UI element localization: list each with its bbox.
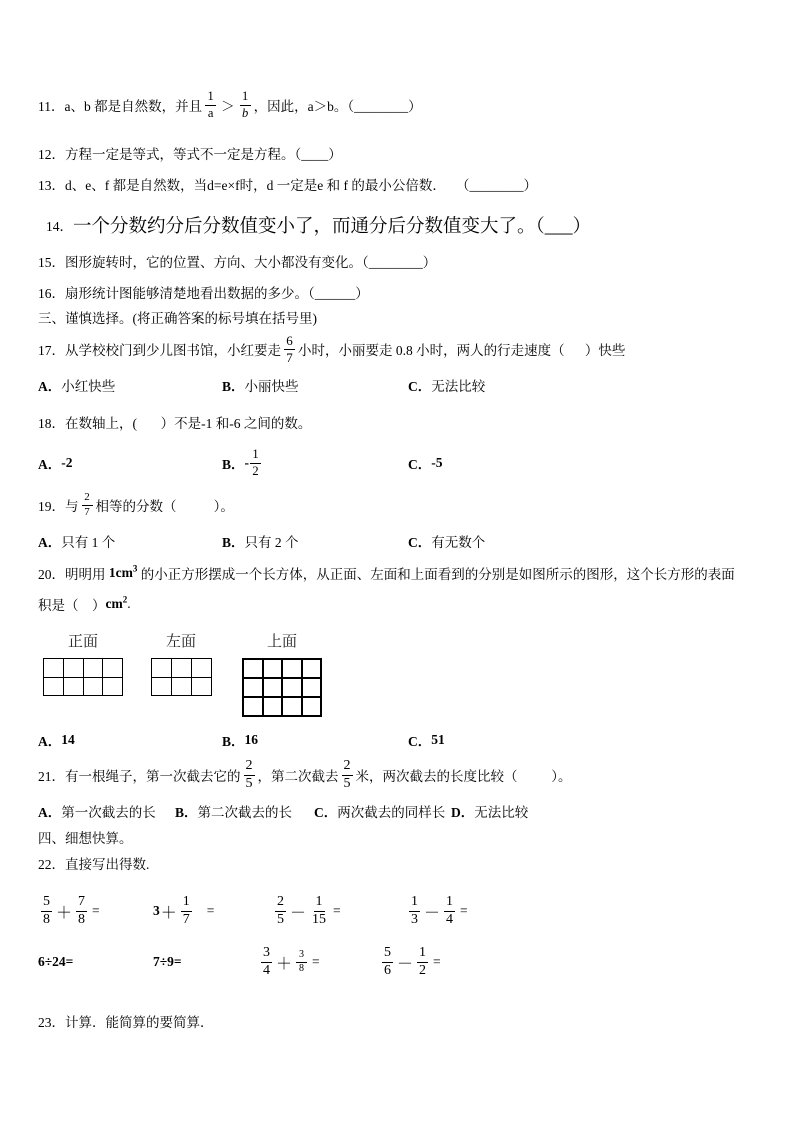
grid-cell — [303, 679, 323, 698]
left-view-grid — [151, 658, 212, 696]
calc-item-8 — [379, 942, 441, 982]
option-text: 无法比较 — [431, 379, 486, 394]
unit-exponent: 3 — [132, 563, 138, 574]
question-text: ，第二次截去 — [257, 769, 339, 784]
grid-cell — [152, 659, 172, 678]
question-23 — [38, 1004, 214, 1038]
numerator: 1 — [314, 895, 325, 912]
grid-cell — [64, 678, 84, 697]
grid-cell — [283, 698, 303, 717]
denominator: 15 — [312, 911, 327, 927]
question-14 — [46, 208, 591, 242]
question-15 — [38, 244, 436, 278]
question-text: 与 — [65, 499, 79, 514]
denominator: b — [242, 105, 249, 120]
question-text: 从学校校门到少儿图书馆，小红要走 — [65, 343, 281, 358]
option-text: 第一次截去的长 — [61, 805, 156, 820]
option-c — [408, 446, 443, 480]
grid-cell — [44, 659, 64, 678]
grid-cell — [192, 659, 212, 678]
section-3-heading — [38, 300, 317, 334]
option-label: A． — [38, 535, 62, 550]
equals-sign: = — [460, 903, 468, 918]
numerator: 1 — [181, 895, 192, 912]
fraction — [41, 895, 52, 927]
grid-cell — [64, 659, 84, 678]
grid-cell — [283, 660, 303, 679]
option-c — [408, 723, 445, 757]
grid-cell — [84, 659, 104, 678]
option-label: A． — [38, 379, 62, 394]
section-title: 三、谨慎选择。(将正确答案的标号填在括号里) — [38, 311, 317, 326]
numerator: 5 — [41, 895, 52, 912]
question-21 — [38, 758, 572, 792]
grid-cell — [192, 678, 212, 697]
denominator: 8 — [43, 911, 50, 927]
option-label: B． — [222, 535, 245, 550]
question-20-options — [0, 723, 794, 757]
option-text: 14 — [61, 732, 75, 747]
option-label: B． — [222, 734, 245, 749]
option-label: C． — [314, 805, 338, 820]
fraction — [261, 946, 272, 978]
question-number: 16． — [38, 286, 65, 301]
option-label: A． — [38, 734, 62, 749]
grid-cell — [44, 678, 64, 697]
denominator: 8 — [299, 962, 305, 974]
fraction — [244, 759, 255, 791]
grid-cell — [103, 678, 123, 697]
question-text: 直接写出得数. — [65, 857, 150, 872]
grid-cell — [264, 679, 284, 698]
option-c — [314, 794, 445, 828]
option-c — [408, 368, 485, 402]
top-view-grid — [242, 658, 322, 717]
option-label: A． — [38, 805, 62, 820]
option-text: 16 — [244, 732, 259, 747]
numerator: 1 — [205, 90, 216, 105]
question-text: . — [127, 596, 131, 611]
calc-item-4 — [406, 891, 468, 931]
equals-sign: = — [433, 954, 441, 969]
option-text: -2 — [61, 455, 73, 470]
numerator: 2 — [244, 759, 255, 776]
unit-cubic-cm — [109, 565, 138, 581]
fraction — [444, 895, 455, 927]
option-label: B． — [175, 805, 198, 820]
numerator: 1 — [444, 895, 455, 912]
question-18-options — [0, 446, 794, 480]
question-text: 积是（ ） — [38, 598, 106, 613]
grid-cell — [244, 660, 264, 679]
numerator: 3 — [296, 950, 307, 963]
question-12 — [38, 136, 342, 170]
question-text: 方程一定是等式，等式不一定是方程。（____） — [65, 147, 342, 162]
option-text: 无法比较 — [474, 805, 529, 820]
question-text: 小时，小丽要走 0.8 小时，两人的行走速度（ ）快些 — [298, 343, 626, 358]
option-a — [38, 524, 115, 558]
numerator: 3 — [261, 946, 272, 963]
question-number: 20． — [38, 567, 65, 582]
fraction — [275, 895, 286, 927]
unit-square-cm — [105, 594, 131, 612]
calc-item-3 — [272, 891, 341, 931]
option-text: - — [244, 455, 250, 470]
grid-cell — [303, 660, 323, 679]
numerator: 1 — [250, 448, 261, 463]
minus-sign: － — [290, 904, 307, 922]
denominator: 5 — [245, 775, 253, 791]
front-view-label: 正面 — [67, 632, 98, 650]
question-17-options — [0, 368, 794, 402]
option-label: C． — [408, 379, 432, 394]
question-number: 15． — [38, 255, 65, 270]
option-label: C． — [408, 457, 432, 472]
section-title: 四、细想快算。 — [38, 831, 133, 846]
denominator: a — [207, 105, 214, 120]
fraction — [76, 895, 87, 927]
grid-cell — [264, 660, 284, 679]
question-20-continued — [38, 587, 131, 621]
denominator: 7 — [182, 911, 190, 927]
option-text: 51 — [431, 732, 445, 747]
minus-sign: － — [397, 955, 414, 973]
top-view-label: 上面 — [266, 632, 297, 650]
expression: 7÷9= — [153, 954, 182, 969]
grid-cell — [103, 659, 123, 678]
question-text: ，因此，a＞b。（________） — [253, 99, 422, 114]
fraction — [310, 895, 328, 927]
equals-sign: = — [312, 954, 320, 969]
question-number: 23． — [38, 1015, 65, 1030]
grid-cell — [172, 678, 192, 697]
grid-cell — [264, 698, 284, 717]
question-text: 的小正方形摆成一个长方体，从正面、左面和上面看到的分别是如图所示的图形，这个长方形的表面 — [137, 567, 735, 582]
option-label: C． — [408, 734, 432, 749]
operand: 3 — [153, 903, 160, 918]
grid-cell — [244, 698, 264, 717]
denominator: 5 — [343, 775, 351, 791]
option-text: 两次截去的同样长 — [337, 805, 446, 820]
question-number: 17． — [38, 343, 65, 358]
minus-sign: － — [424, 904, 441, 922]
denominator: 7 — [84, 505, 90, 518]
question-number: 18． — [38, 416, 65, 431]
question-19 — [38, 488, 234, 522]
question-text: 有一根绳子，第一次截去它的 — [65, 769, 241, 784]
option-a — [38, 723, 75, 757]
question-number: 13． — [38, 178, 65, 193]
denominator: 2 — [419, 962, 427, 978]
equals-sign: = — [92, 903, 100, 918]
question-text: 图形旋转时，它的位置、方向、大小都没有变化。（________） — [65, 255, 437, 270]
option-label: B． — [222, 379, 245, 394]
unit-text: cm — [105, 596, 123, 611]
question-18 — [38, 405, 311, 439]
question-13 — [38, 167, 537, 201]
calc-item-1 — [38, 891, 100, 931]
denominator: 8 — [78, 911, 86, 927]
question-number: 12． — [38, 147, 65, 162]
option-text: 只有 1 个 — [61, 535, 116, 550]
option-text: 有无数个 — [431, 535, 486, 550]
question-text: 明明用 — [65, 567, 109, 582]
numerator: 5 — [382, 946, 393, 963]
option-a — [38, 446, 73, 480]
numerator: 1 — [409, 895, 420, 912]
option-b — [222, 524, 299, 558]
fraction — [181, 895, 192, 927]
question-text: 扇形统计图能够清楚地看出数据的多少。（______） — [65, 286, 369, 301]
fraction — [296, 950, 307, 974]
fraction — [409, 895, 420, 927]
grid-cell — [84, 678, 104, 697]
option-b — [222, 446, 264, 480]
option-text: 只有 2 个 — [244, 535, 299, 550]
denominator: 3 — [411, 911, 418, 927]
fraction — [284, 334, 295, 364]
option-label: A． — [38, 457, 62, 472]
question-17 — [38, 332, 625, 366]
front-view-grid — [43, 658, 123, 696]
equals-sign: = — [333, 903, 341, 918]
plus-sign: ＋ — [56, 904, 73, 922]
fraction — [240, 90, 251, 119]
option-label: B． — [222, 457, 245, 472]
denominator: 4 — [263, 962, 270, 978]
question-text: 米，两次截去的长度比较（ ）。 — [355, 769, 572, 784]
numerator: 7 — [76, 895, 87, 912]
grid-cell — [303, 698, 323, 717]
fraction — [205, 90, 216, 119]
fraction — [342, 759, 353, 791]
denominator: 2 — [252, 463, 259, 478]
denominator: 7 — [286, 349, 293, 365]
expression: 6÷24= — [38, 954, 74, 969]
question-number: 14． — [46, 219, 73, 234]
option-b — [222, 723, 258, 757]
question-number: 22． — [38, 857, 65, 872]
question-22 — [38, 846, 149, 880]
fraction — [250, 448, 261, 477]
numerator: 2 — [82, 492, 93, 506]
question-20 — [38, 556, 735, 590]
question-text: a、b 都是自然数，并且 — [64, 99, 203, 114]
question-text: 相等的分数（ ）。 — [95, 499, 234, 514]
question-text: 计算．能简算的要简算． — [65, 1015, 214, 1030]
denominator: 6 — [384, 962, 391, 978]
question-number: 21． — [38, 769, 65, 784]
unit-text: 1cm — [108, 565, 133, 580]
calc-item-2 — [153, 891, 214, 931]
calc-item-6 — [153, 942, 182, 982]
option-text: 小红快些 — [61, 379, 116, 394]
fraction — [382, 946, 393, 978]
denominator: 5 — [277, 911, 284, 927]
plus-sign: ＋ — [160, 904, 177, 922]
question-number: 19． — [38, 499, 65, 514]
numerator: 2 — [342, 759, 353, 776]
numerator: 2 — [275, 895, 286, 912]
numerator: 1 — [240, 90, 251, 105]
option-text: 第二次截去的长 — [197, 805, 293, 820]
question-text: d、e、f 都是自然数，当d=e×f时，d 一定是e 和 f 的最小公倍数． （________） — [65, 178, 537, 193]
option-label: D． — [451, 805, 475, 820]
greater-than-sign: ＞ — [221, 99, 235, 114]
fraction — [82, 492, 93, 518]
question-text: 在数轴上，( ）不是-1 和-6 之间的数。 — [65, 416, 312, 431]
option-c — [408, 524, 485, 558]
option-text: 小丽快些 — [244, 379, 299, 394]
fraction — [417, 946, 428, 978]
question-19-options — [0, 524, 794, 558]
equals-sign: = — [206, 903, 215, 918]
left-view-label: 左面 — [165, 632, 196, 650]
grid-cell — [172, 659, 192, 678]
grid-cell — [244, 679, 264, 698]
option-label: C． — [408, 535, 432, 550]
option-b — [222, 368, 299, 402]
unit-exponent: 2 — [122, 594, 128, 605]
denominator: 4 — [446, 911, 454, 927]
option-text: -5 — [431, 455, 443, 470]
question-number: 11． — [38, 99, 65, 114]
option-a — [38, 368, 115, 402]
plus-sign: ＋ — [276, 955, 293, 973]
question-11 — [38, 88, 422, 122]
option-d — [451, 794, 528, 828]
calc-item-7 — [258, 942, 320, 982]
option-b — [175, 794, 292, 828]
grid-cell — [283, 679, 303, 698]
calc-item-5 — [38, 942, 73, 982]
numerator: 6 — [284, 334, 295, 350]
question-text: 一个分数约分后分数值变小了，而通分后分数值变大了。（___） — [73, 217, 592, 237]
numerator: 1 — [417, 946, 428, 963]
grid-cell — [152, 678, 172, 697]
